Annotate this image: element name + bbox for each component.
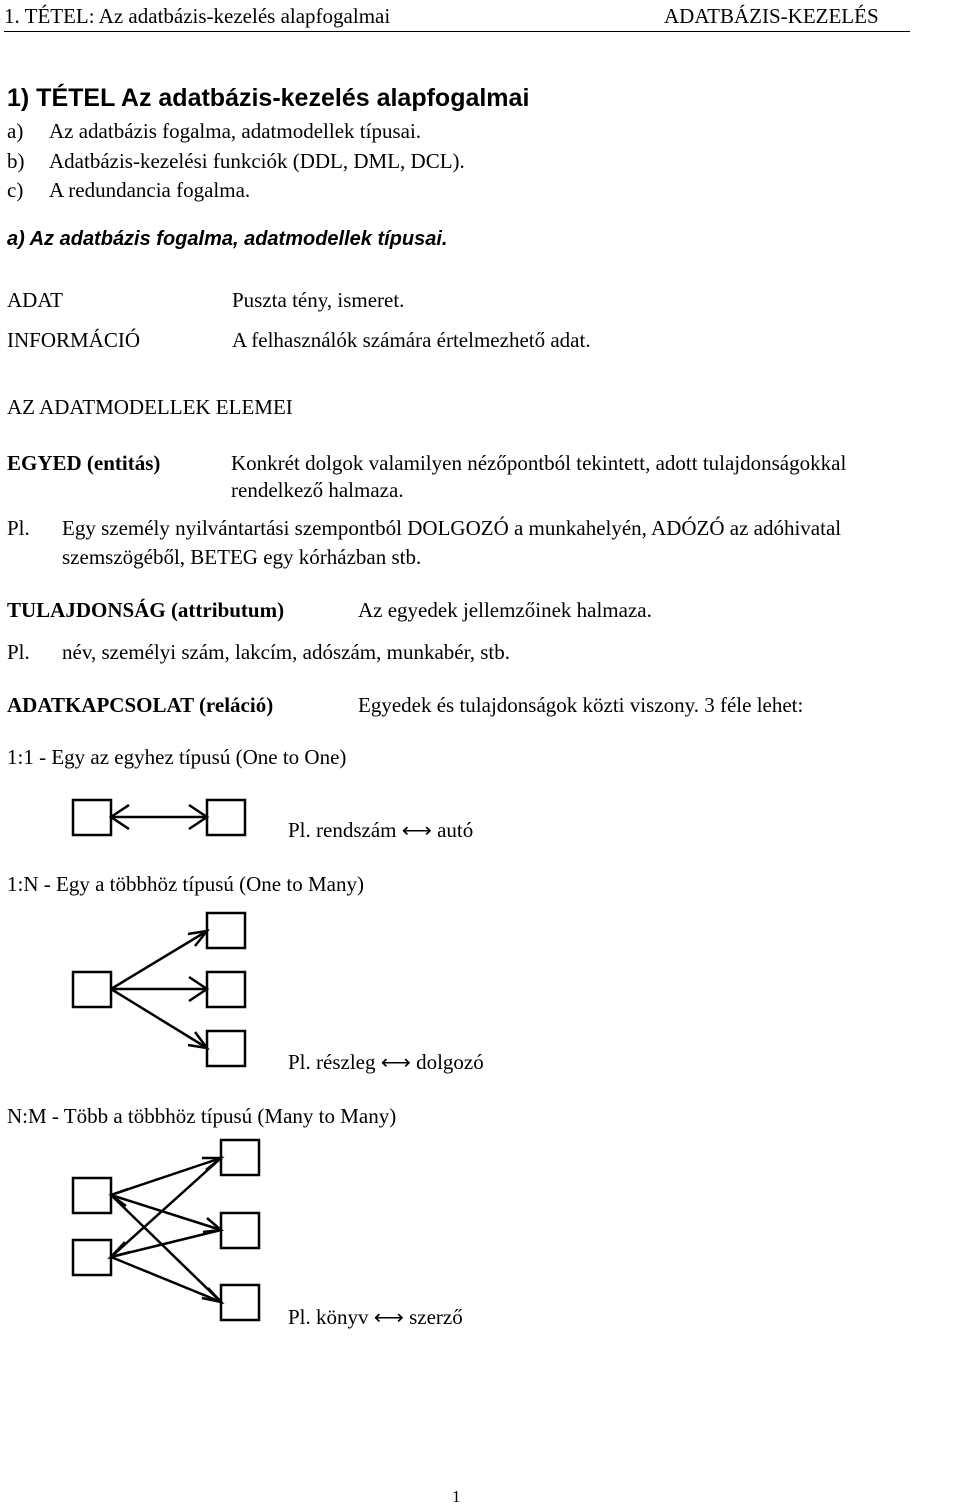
entity-box [221,1213,259,1248]
section-heading-a: a) Az adatbázis fogalma, adatmodellek típusai. [7,228,448,250]
term-adatkapcsolat: ADATKAPCSOLAT (reláció) [7,693,274,717]
relation-line [111,1195,221,1302]
diagram-many-to-many [73,1140,259,1320]
arrowhead [188,931,207,946]
toc-text-a: Az adatbázis fogalma, adatmodellek típusai. [49,119,422,143]
def-adat: Puszta tény, ismeret. [232,288,405,312]
relation-example-NtoM: Pl. könyv ⟷ szerző [288,1305,463,1329]
entity-box [207,800,245,835]
def-informacio: A felhasználók számára értelmezhető adat. [232,328,591,352]
entity-box [73,800,111,835]
toc-text-c: A redundancia fogalma. [49,178,251,202]
relation-line [111,1257,221,1302]
toc-letter-b: b) [7,149,25,173]
term-informacio: INFORMÁCIÓ [7,328,141,352]
term-adat: ADAT [7,288,63,312]
relation-heading-1to1: 1:1 - Egy az egyhez típusú (One to One) [7,745,347,769]
arrowhead [188,1032,207,1048]
relation-line [111,1158,221,1257]
def-egyed-line2: rendelkező halmaza. [231,478,404,502]
pl-label-egyed: Pl. [7,516,30,540]
entity-box [207,1031,245,1066]
running-header-right: ADATBÁZIS-KEZELÉS [664,4,879,28]
running-header-left: 1. TÉTEL: Az adatbázis-kezelés alapfogalmai [4,4,391,28]
def-tulajdonsag: Az egyedek jellemzőinek halmaza. [358,598,652,622]
term-egyed: EGYED (entitás) [7,451,161,475]
relation-example-1toN: Pl. részleg ⟷ dolgozó [288,1050,484,1074]
def-adatkapcsolat: Egyedek és tulajdonságok közti viszony. 3 féle lehet: [358,693,804,717]
entity-box [221,1285,259,1320]
diagram-one-to-many [73,913,245,1066]
relation-heading-NtoM: N:M - Több a többhöz típusú (Many to Many) [7,1104,397,1128]
elements-heading: AZ ADATMODELLEK ELEMEI [7,395,293,419]
relation-heading-1toN: 1:N - Egy a többhöz típusú (One to Many) [7,872,364,896]
example-egyed-line2: szemszögéből, BETEG egy kórházban stb. [62,545,422,569]
entity-box [221,1140,259,1175]
def-egyed-line1: Konkrét dolgok valamilyen nézőpontból tekintett, adott tulajdonságokkal [231,451,847,475]
term-tulajdonsag: TULAJDONSÁG (attributum) [7,598,285,622]
toc-text-b: Adatbázis-kezelési funkciók (DDL, DML, DCL). [49,149,465,173]
page-number: 1 [452,1487,461,1506]
relation-example-1to1: Pl. rendszám ⟷ autó [288,818,474,842]
example-egyed-line1: Egy személy nyilvántartási szempontból DOLGOZÓ a munkahelyén, ADÓZÓ az adóhivatal [62,516,842,540]
toc-letter-a: a) [7,119,24,143]
diagram-one-to-one [73,800,245,835]
entity-box [73,972,111,1007]
entity-box [73,1240,111,1275]
toc-letter-c: c) [7,178,24,202]
pl-label-tulajdonsag: Pl. [7,640,30,664]
example-tulajdonsag: név, személyi szám, lakcím, adószám, munkabér, stb. [62,640,510,664]
page-title: 1) TÉTEL Az adatbázis-kezelés alapfogalmai [7,84,530,112]
entity-box [207,972,245,1007]
entity-box [73,1178,111,1213]
entity-box [207,913,245,948]
